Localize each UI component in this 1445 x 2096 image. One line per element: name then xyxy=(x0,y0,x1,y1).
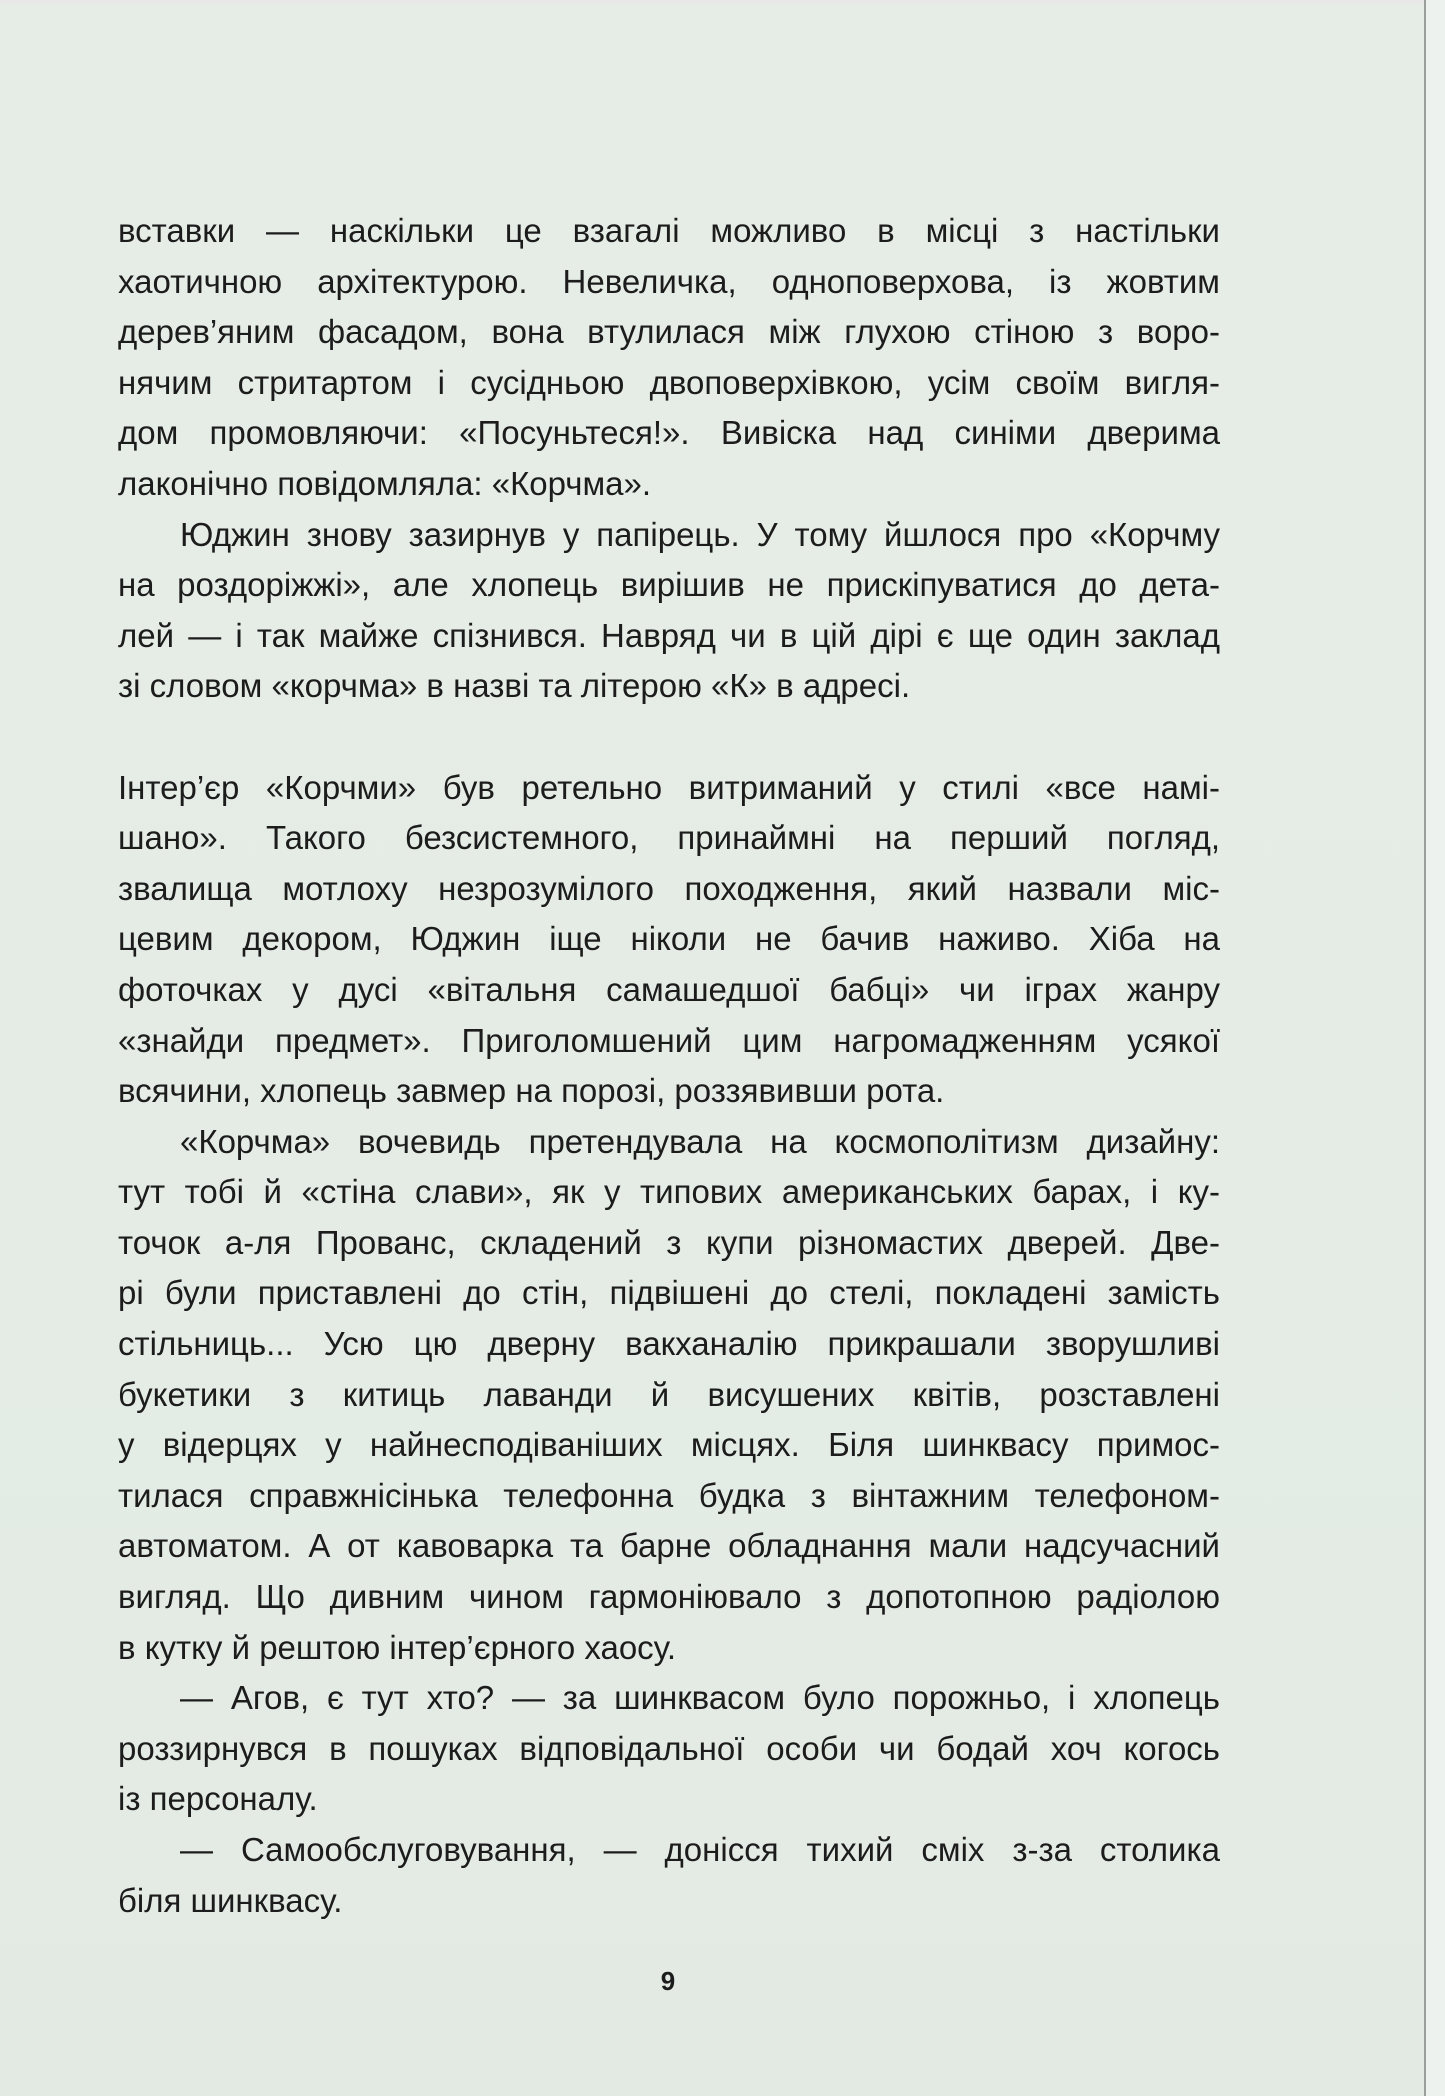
text-line: звалища мотлоху незрозумілого походження, який назвали міс- xyxy=(118,869,1220,907)
paragraph xyxy=(118,1825,1220,1926)
body-text xyxy=(118,206,1220,1926)
text-line: нячим стритартом і сусідньою двоповерхівкою, усім своїм вигля- xyxy=(118,363,1220,401)
text-line: тилася справжнісінька телефонна будка з вінтажним телефоном- xyxy=(118,1476,1220,1514)
text-line: дом промовляючи: «Посуньтеся!». Вивіска над синіми дверима xyxy=(118,414,1220,452)
paragraph xyxy=(118,1117,1220,1674)
text-line: точок а-ля Прованс, складений з купи різномастих дверей. Две- xyxy=(118,1223,1220,1261)
text-line: дерев’яним фасадом, вона втулилася між глухою стіною з воро- xyxy=(118,313,1220,351)
text-line: на роздоріжжі», але хлопець вирішив не прискіпуватися до дета- xyxy=(118,566,1220,604)
text-line: із персоналу. xyxy=(118,1780,318,1818)
paragraph xyxy=(118,763,1220,1117)
text-line: — Самообслуговування, — донісся тихий сміх з-за столика xyxy=(180,1831,1220,1868)
text-line: роззирнувся в пошуках відповідальної особи чи бодай хоч когось xyxy=(118,1729,1220,1767)
paragraph xyxy=(118,206,1220,510)
text-line: у відерцях у найнесподіваніших місцях. Біля шинквасу примос- xyxy=(118,1426,1220,1464)
paragraph xyxy=(118,1673,1220,1825)
text-line: біля шинквасу. xyxy=(118,1881,343,1919)
text-line: лей — і так майже спізнився. Навряд чи в цій дірі є ще один заклад xyxy=(118,616,1220,654)
section-break xyxy=(118,712,1220,763)
text-line: автоматом. А от кавоварка та барне обладнання мали надсучасний xyxy=(118,1527,1220,1565)
page-number: 9 xyxy=(660,1966,676,1996)
text-line: всячини, хлопець завмер на порозі, роззявивши рота. xyxy=(118,1072,945,1110)
text-line: вигляд. Що дивним чином гармоніювало з допотопною радіолою xyxy=(118,1578,1220,1616)
page-margin-strip xyxy=(1426,0,1445,2096)
text-line: фоточках у дусі «вітальня самашедшої бабці» чи іграх жанру xyxy=(118,970,1220,1008)
text-line: «знайди предмет». Приголомшений цим нагромадженням усякої xyxy=(118,1021,1220,1059)
text-line: хаотичною архітектурою. Невеличка, одноповерхова, із жовтим xyxy=(118,262,1220,300)
text-line: в кутку й рештою інтер’єрного хаосу. xyxy=(118,1628,677,1666)
text-line: стільниць... Усю цю дверну вакханалію прикрашали зворушливі xyxy=(118,1325,1220,1363)
text-line: рі були приставлені до стін, підвішені до стелі, покладені замість xyxy=(118,1274,1220,1312)
text-line: — Агов, є тут хто? — за шинквасом було порожньо, і хлопець xyxy=(180,1679,1220,1717)
text-line: Інтер’єр «Корчми» був ретельно витриманий у стилі «все намі- xyxy=(118,768,1220,806)
text-line: шано». Такого безсистемного, принаймні на перший погляд, xyxy=(118,819,1220,857)
text-line: Юджин знову зазирнув у папірець. У тому йшлося про «Корчму xyxy=(180,515,1220,553)
text-line: цевим декором, Юджин іще ніколи не бачив наживо. Хіба на xyxy=(118,920,1220,958)
text-line: зі словом «корчма» в назві та літерою «К» в адресі. xyxy=(118,667,911,705)
text-line: «Корчма» вочевидь претендувала на космополітизм дизайну: xyxy=(180,1122,1220,1160)
paragraph xyxy=(118,510,1220,712)
text-line: букетики з китиць лаванди й висушених квітів, розставлені xyxy=(118,1375,1220,1413)
text-line: лаконічно повідомляла: «Корчма». xyxy=(118,464,652,502)
text-line: тут тобі й «стіна слави», як у типових американських барах, і ку- xyxy=(118,1173,1220,1211)
text-line: вставки — наскільки це взагалі можливо в місці з настільки xyxy=(118,212,1220,249)
